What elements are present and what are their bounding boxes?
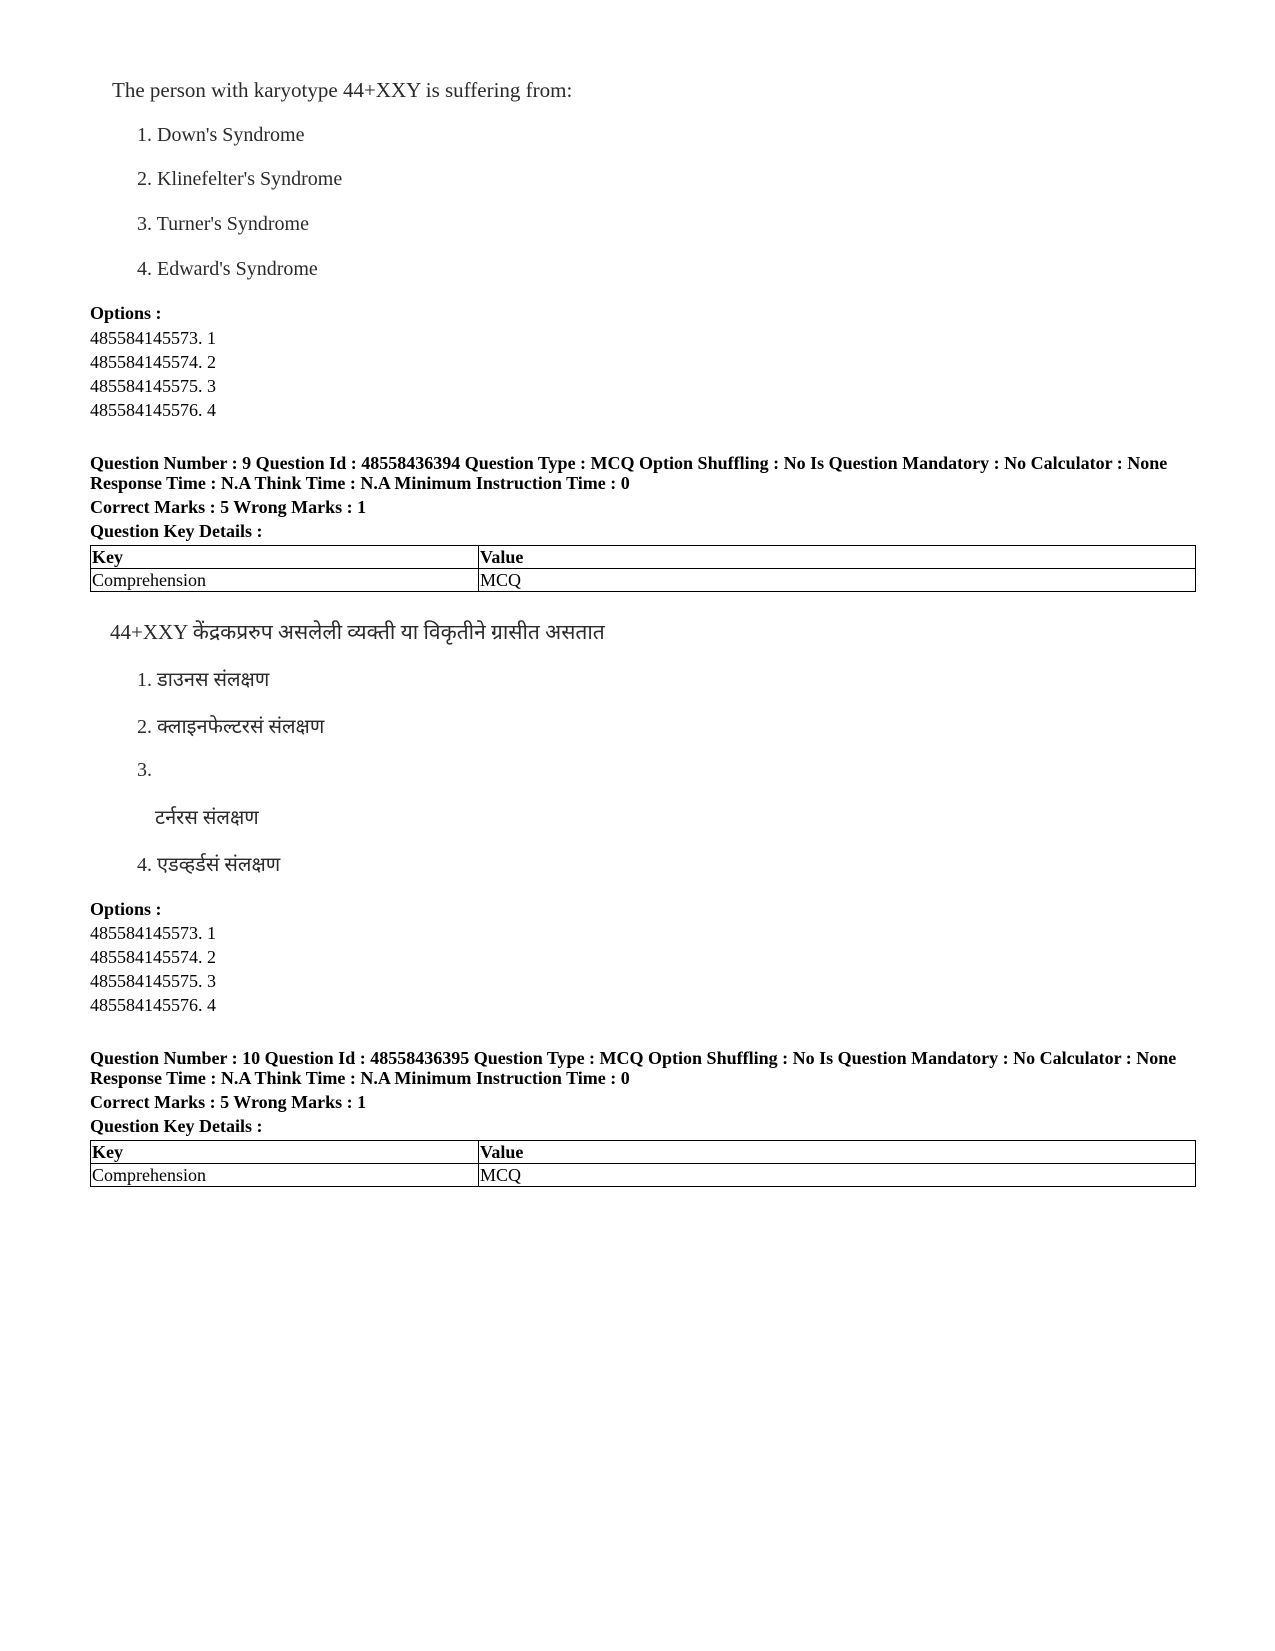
option-item: 485584145573. 1 — [90, 923, 216, 943]
option-item: 485584145575. 3 — [90, 971, 216, 991]
table-row — [91, 569, 1196, 592]
choice-1: 1. डाउनस संलक्षण — [137, 669, 270, 691]
key-details-label: Question Key Details : — [90, 521, 263, 541]
question-meta-line-1: Question Number : 10 Question Id : 48558436395 Question Type : MCQ Option Shuffling : No Is Question Mandatory : No Calculator : None — [90, 1048, 1177, 1068]
option-item: 485584145574. 2 — [90, 947, 216, 967]
table-header-row — [91, 1141, 1196, 1164]
option-item: 485584145575. 3 — [90, 376, 216, 396]
option-item: 485584145576. 4 — [90, 400, 216, 420]
table-row — [91, 1164, 1196, 1187]
table-cell-key: Comprehension — [91, 569, 479, 592]
options-label: Options : — [90, 303, 162, 323]
key-details-label: Question Key Details : — [90, 1116, 263, 1136]
table-header-value: Value — [479, 1141, 1196, 1164]
table-header-key: Key — [91, 1141, 479, 1164]
choice-2: 2. क्लाइनफेल्टरसं संलक्षण — [137, 716, 325, 738]
question-meta-line-1: Question Number : 9 Question Id : 48558436394 Question Type : MCQ Option Shuffling : No Is Question Mandatory : No Calculator : None — [90, 453, 1168, 473]
options-label: Options : — [90, 899, 162, 919]
key-details-table — [90, 545, 1196, 592]
table-header-value: Value — [479, 546, 1196, 569]
table-header-key: Key — [91, 546, 479, 569]
option-item: 485584145573. 1 — [90, 328, 216, 348]
table-cell-key: Comprehension — [91, 1164, 479, 1187]
question-text: 44+XXY केंद्रकप्ररुप असलेली व्यक्ती या विकृतीने ग्रासीत असतात — [110, 620, 605, 644]
choice-4: 4. एडव्हर्डसं संलक्षण — [137, 854, 281, 876]
table-cell-value: MCQ — [479, 569, 1196, 592]
key-details-table — [90, 1140, 1196, 1187]
option-item: 485584145576. 4 — [90, 995, 216, 1015]
choice-3-number: 3. — [137, 759, 152, 781]
choice-2: 2. Klinefelter's Syndrome — [137, 168, 343, 190]
question-text: The person with karyotype 44+XXY is suffering from: — [112, 78, 573, 102]
table-cell-value: MCQ — [479, 1164, 1196, 1187]
marks-line: Correct Marks : 5 Wrong Marks : 1 — [90, 1092, 367, 1112]
choice-3: टर्नरस संलक्षण — [155, 807, 259, 829]
choice-1: 1. Down's Syndrome — [137, 124, 305, 146]
question-meta-line-2: Response Time : N.A Think Time : N.A Minimum Instruction Time : 0 — [90, 473, 630, 493]
question-meta-line-2: Response Time : N.A Think Time : N.A Minimum Instruction Time : 0 — [90, 1068, 630, 1088]
choice-3: 3. Turner's Syndrome — [137, 213, 309, 235]
marks-line: Correct Marks : 5 Wrong Marks : 1 — [90, 497, 367, 517]
choice-4: 4. Edward's Syndrome — [137, 258, 318, 280]
option-item: 485584145574. 2 — [90, 352, 216, 372]
table-header-row — [91, 546, 1196, 569]
